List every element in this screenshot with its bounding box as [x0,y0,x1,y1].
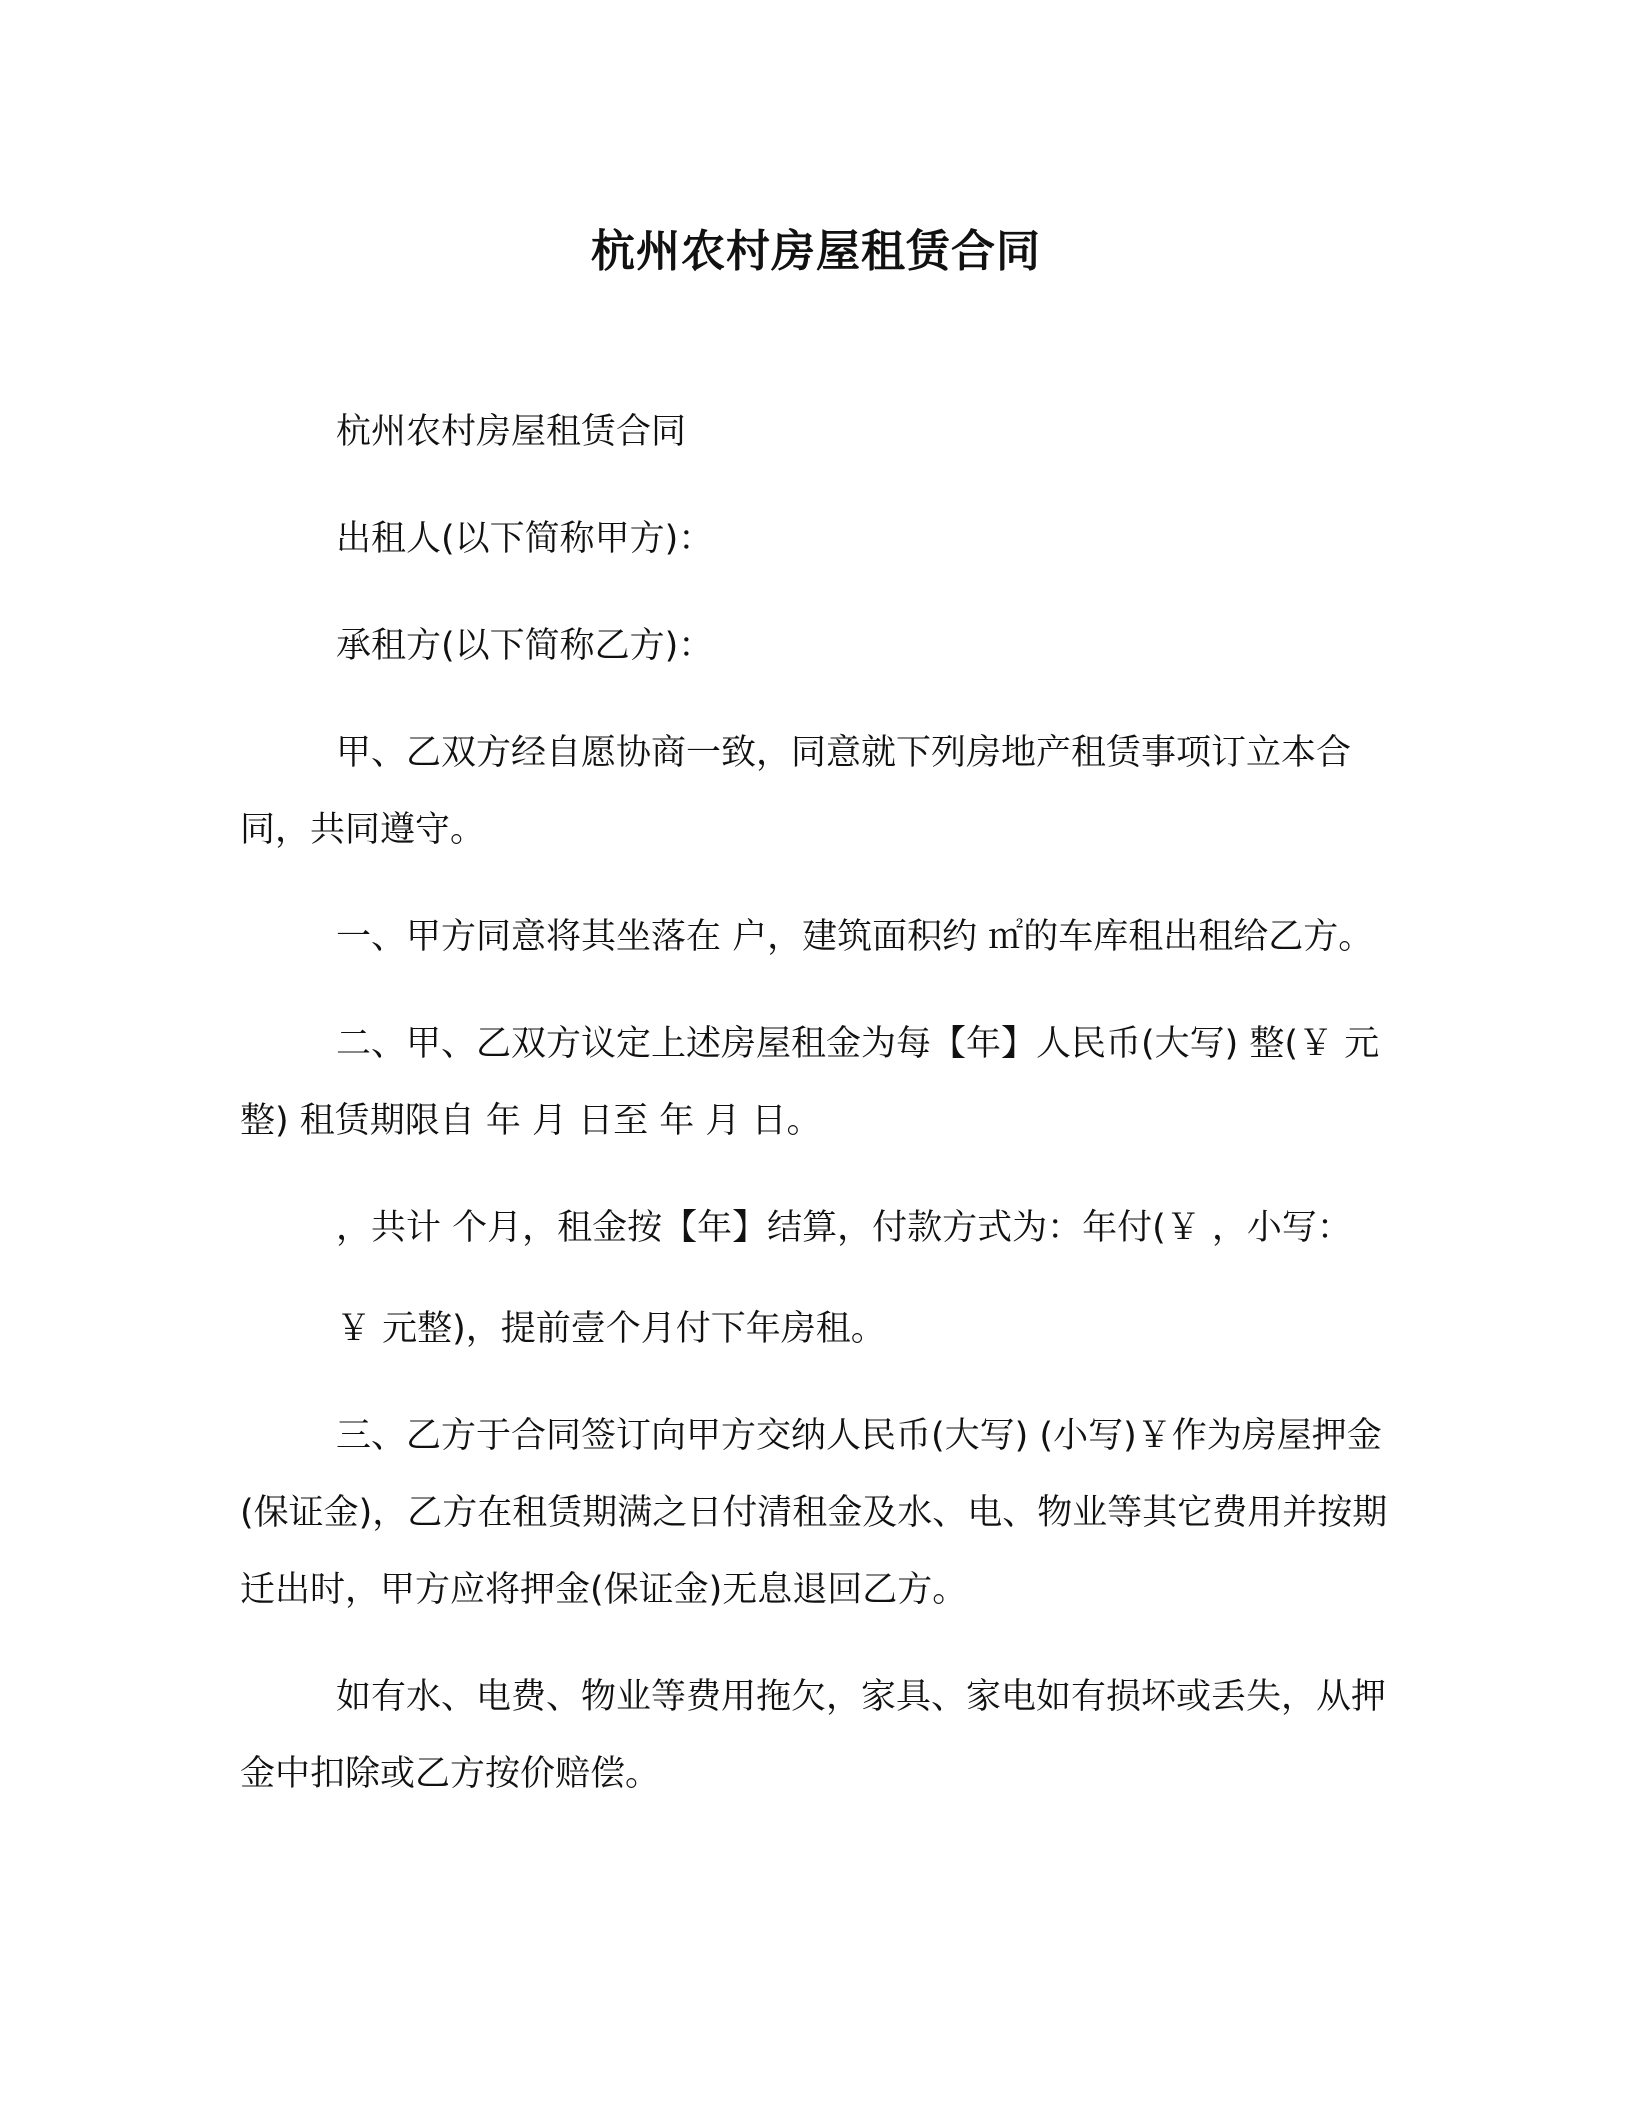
paragraph-lessor: 出租人(以下简称甲方)： [336,519,714,559]
paragraph-agreement: 甲、乙双方经自愿协商一致，同意就下列房地产租赁事项订立本合同，共同遵守。 [240,733,1352,850]
paragraph-clause-1: 一、甲方同意将其坐落在 户，建筑面积约 ㎡的车库租出租给乙方。 [336,917,1374,957]
paragraph-deduction: 如有水、电费、物业等费用拖欠，家具、家电如有损坏或丢失，从押金中扣除或乙方按价赔偿。 [240,1677,1387,1794]
paragraph-payment-cont: ￥ 元整)，提前壹个月付下年房租。 [336,1309,886,1349]
paragraph-heading: 杭州农村房屋租赁合同 [336,412,687,452]
paragraph-clause-2: 二、甲、乙双方议定上述房屋租金为每【年】人民币(大写) 整(￥ 元整) 租赁期限自 年 月 日至 年 月 日。 [240,1024,1380,1141]
paragraph-clause-3: 三、乙方于合同签订向甲方交纳人民币(大写) (小写)￥作为房屋押金(保证金)，乙方在租赁期满之日付清租金及水、电、物业等其它费用并按期迁出时，甲方应将押金(保证金)无息退回乙方。 [240,1416,1388,1610]
paragraph-payment: ，共计 个月，租金按【年】结算，付款方式为：年付(￥ ，小写： [336,1208,1352,1248]
document-body [240,394,1400,1843]
paragraph-lessee: 承租方(以下简称乙方)： [336,626,714,666]
document-title: 杭州农村房屋租赁合同 [591,226,1041,277]
